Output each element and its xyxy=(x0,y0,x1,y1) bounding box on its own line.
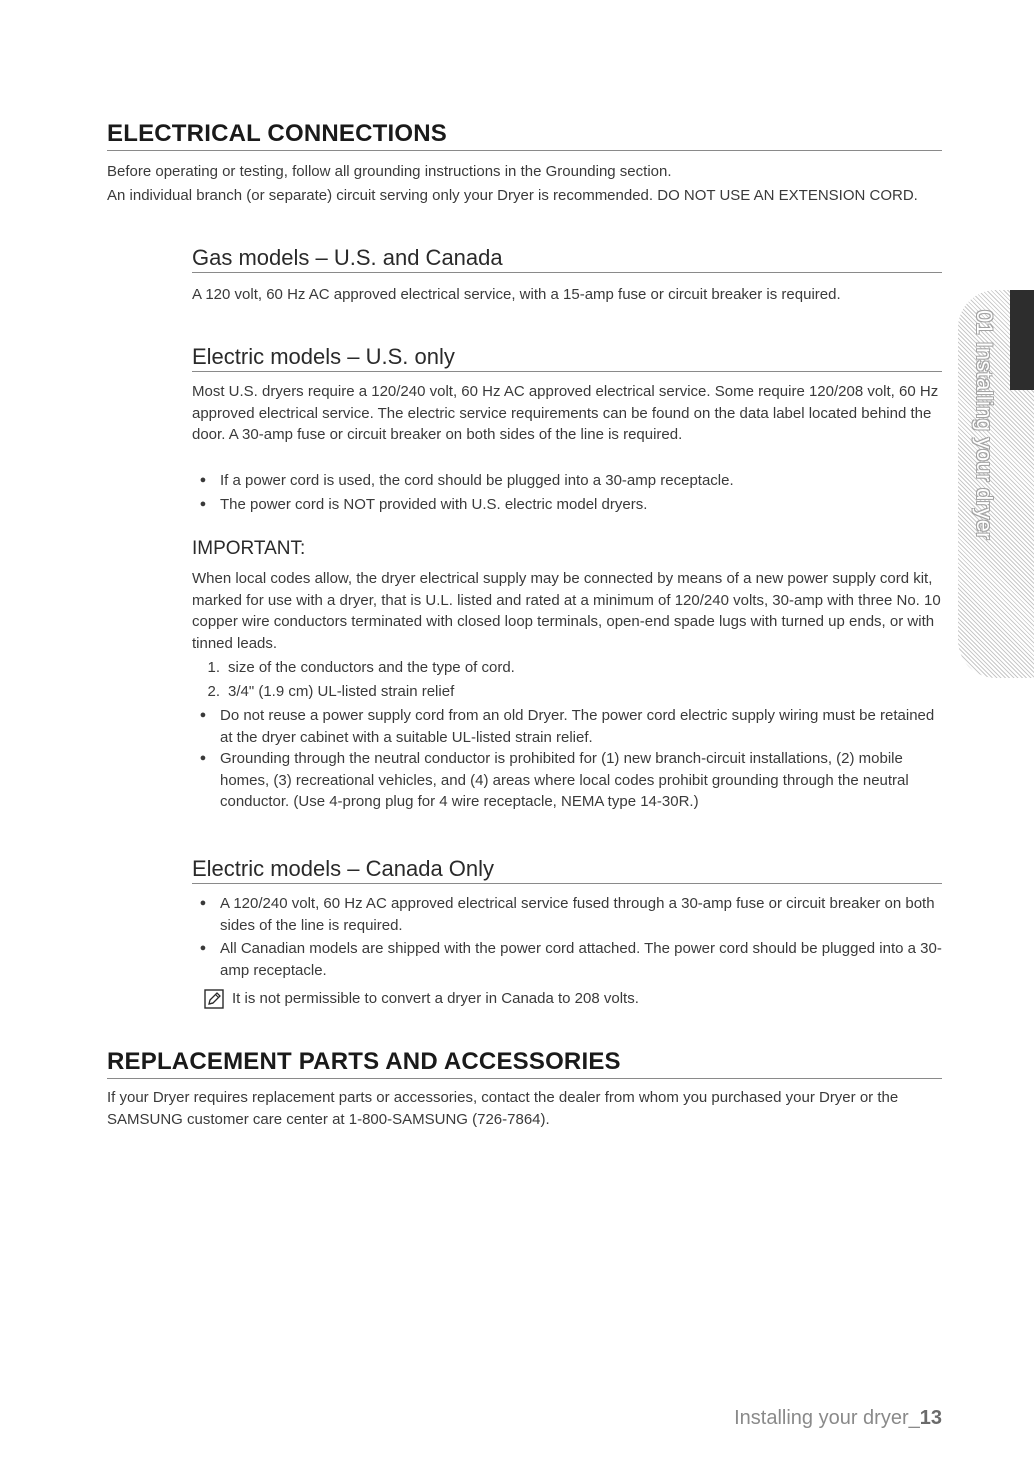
list-item: ● The power cord is NOT provided with U.S. electric model dryers. xyxy=(192,494,942,516)
bullet-icon: ● xyxy=(199,942,207,954)
electrical-para-2: An individual branch (or separate) circuit serving only your Dryer is recommended. DO NOT USE AN EXTENSION CORD. xyxy=(107,187,918,204)
chapter-tab-label: 01 Installing your dryer xyxy=(972,310,997,540)
numbered-item: 2. 3/4" (1.9 cm) UL-listed strain relief xyxy=(207,683,455,700)
electric-us-para: Most U.S. dryers require a 120/240 volt, 60 Hz AC approved electrical service. Some require 120/208 volt, 60 Hz approved electrical service. The electric service requirements can be found on the data label located behind the door. A 30-amp fuse or circuit breaker on both sides of the line is required. xyxy=(192,383,939,443)
list-item: ● All Canadian models are shipped with the power cord attached. The power cord should be plugged into a 30-amp receptacle. xyxy=(192,938,942,981)
important-title: IMPORTANT: xyxy=(192,538,306,559)
list-item: ● Grounding through the neutral conductor is prohibited for (1) new branch-circuit installations, (2) mobile homes, (3) recreational vehicles, and (4) areas where local codes prohibit grounding through the neutral conductor. (Use 4-prong plug for 4 wire receptacle, NEMA type 14-30R.) xyxy=(192,748,942,813)
note-pencil-icon xyxy=(204,989,224,1009)
bullet-icon: ● xyxy=(199,897,207,909)
replacement-para: If your Dryer requires replacement parts or accessories, contact the dealer from whom you purchased your Dryer or the SAMSUNG customer care center at 1-800-SAMSUNG (726-7864). xyxy=(107,1089,899,1128)
footer-section-name: Installing your dryer xyxy=(734,1407,909,1429)
bullet-icon: ● xyxy=(199,498,207,510)
section-title-electrical: ELECTRICAL CONNECTIONS xyxy=(107,120,942,151)
list-item: ● If a power cord is used, the cord should be plugged into a 30-amp receptacle. xyxy=(192,470,942,492)
important-para: When local codes allow, the dryer electrical supply may be connected by means of a new power supply cord kit, marked for use with a dryer, that is U.L. listed and rated at a minimum of 120/240 volts, 30-amp with three No. 10 copper wire conductors terminated with closed loop terminals, open-end spade lugs with turned up ends, or with tinned leads. xyxy=(192,570,941,652)
bullet-icon: ● xyxy=(199,752,207,764)
subsection-title-electric-us: Electric models – U.S. only xyxy=(192,343,942,372)
numbered-item: 1. size of the conductors and the type of cord. xyxy=(207,659,515,676)
bullet-icon: ● xyxy=(199,474,207,486)
note xyxy=(192,988,942,1014)
note-text: It is not permissible to convert a dryer in Canada to 208 volts. xyxy=(232,990,639,1007)
chapter-tab-marker xyxy=(1010,290,1034,390)
subsection-title-gas: Gas models – U.S. and Canada xyxy=(192,244,942,273)
subsection-title-electric-canada: Electric models – Canada Only xyxy=(192,855,942,884)
gas-para: A 120 volt, 60 Hz AC approved electrical service, with a 15-amp fuse or circuit breaker is required. xyxy=(192,286,841,303)
footer-separator: _ xyxy=(908,1407,920,1429)
page-number: 13 xyxy=(919,1407,942,1429)
section-title-replacement: REPLACEMENT PARTS AND ACCESSORIES xyxy=(107,1048,942,1079)
page-footer xyxy=(600,1407,942,1430)
list-item: ● A 120/240 volt, 60 Hz AC approved electrical service fused through a 30-amp fuse or circuit breaker on both sides of the line is required. xyxy=(192,893,942,936)
bullet-icon: ● xyxy=(199,709,207,721)
electrical-para-1: Before operating or testing, follow all grounding instructions in the Grounding section. xyxy=(107,163,672,180)
list-item: ● Do not reuse a power supply cord from an old Dryer. The power cord electric supply wiring must be retained at the dryer cabinet with a suitable UL-listed strain relief. xyxy=(192,705,942,748)
